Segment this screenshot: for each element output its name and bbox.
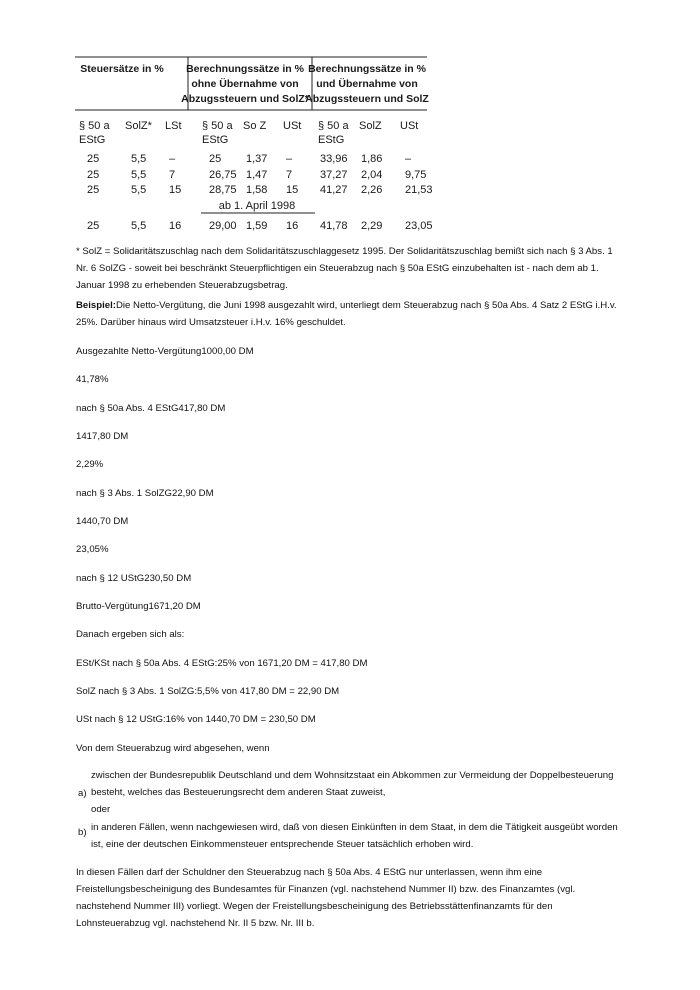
table-cell: 23,05 [405,220,433,232]
table-cell: 25 [87,153,100,165]
table-cell: 41,27 [320,184,348,196]
column-header: EStG [318,134,345,146]
table-cell: 9,75 [405,169,427,181]
table-cell: 15 [286,184,299,196]
table-cell: 1,37 [246,153,268,165]
column-header: § 50 a [318,120,349,132]
group-header: Berechnungssätze in % [186,63,304,75]
column-header: EStG [79,134,106,146]
column-header: USt [283,120,302,132]
column-header: SolZ [359,120,382,132]
example-paragraph [76,297,624,331]
table-cell: 25 [87,169,100,181]
table-cell: 7 [169,169,176,181]
table-cell: 5,5 [131,184,147,196]
group-header: Steuersätze in % [80,63,164,75]
calc-line: Von dem Steuerabzug wird abgesehen, wenn [76,743,270,754]
table-cell: 25 [87,220,100,232]
table-cell: 25 [87,184,100,196]
example-label: Beispiel: [76,300,116,311]
group-header: Berechnungssätze in % [308,63,426,75]
table-cell: 5,5 [131,220,147,232]
calc-line: 2,29% [76,459,104,470]
table-cell: – [405,153,412,165]
column-header: § 50 a [202,120,233,132]
table-cell: 21,53 [405,184,433,196]
table-cell: – [169,153,176,165]
calc-line: Ausgezahlte Netto-Vergütung1000,00 DM [76,346,254,357]
calc-line: USt nach § 12 UStG:16% von 1440,70 DM = 230,50 DM [76,714,316,725]
table-cell: 15 [169,184,182,196]
group-header: Abzugssteuern und SolZ* [181,93,309,105]
table-cell: 41,78 [320,220,348,232]
table-cell: 1,59 [246,220,268,232]
table-cell: 2,29 [361,220,383,232]
column-header: EStG [202,134,229,146]
list-item-label: a) [78,788,87,799]
calc-line: 23,05% [76,544,109,555]
calc-line: nach § 3 Abs. 1 SolZG22,90 DM [76,488,214,499]
table-cell: 1,86 [361,153,383,165]
column-header: LSt [165,120,182,132]
list-item-suffix: oder [91,804,111,815]
table-cell: – [286,153,293,165]
column-header: USt [400,120,419,132]
table-cell: 2,26 [361,184,383,196]
table-cell: 1,58 [246,184,268,196]
example-text: Die Netto-Vergütung, die Juni 1998 ausgezahlt wird, unterliegt dem Steuerabzug nach § 50a Abs. 4 Satz 2 EStG i.H.v. 25%. Darüber hinaus wird Umsatzsteuer i.H.v. 16% geschuldet. [76,300,617,328]
list-item-label: b) [78,827,87,838]
list-item [91,767,627,818]
table-cell: 5,5 [131,169,147,181]
group-header: und Übernahme von [316,78,418,90]
calc-line: 1440,70 DM [76,516,129,527]
group-header: Abzugssteuern und SolZ [305,93,429,105]
calc-line: nach § 12 UStG230,50 DM [76,573,192,584]
footnote: * SolZ = Solidaritätszuschlag nach dem Solidaritätszuschlaggesetz 1995. Der Solidaritätszuschlag bemißt sich nach § 3 Abs. 1 Nr. 6 SolZG - soweit bei beschränkt Steuerpflichtigen ein Steuerabzug nach § 50a EStG einzubehalten ist - nach dem ab 1. Januar 1998 zu erhebenden Steuerabzugsbetrag. [76,246,613,291]
group-header: ohne Übernahme von [191,78,299,90]
column-header: SolZ* [125,120,152,132]
column-header: So Z [243,120,267,132]
calc-line: 1417,80 DM [76,431,129,442]
tax-rate-table [75,56,433,236]
table-cell: 16 [169,220,182,232]
calc-line: Danach ergeben sich als: [76,629,185,640]
table-cell: 1,47 [246,169,268,181]
table-cell: 37,27 [320,169,348,181]
calc-line: Brutto-Vergütung1671,20 DM [76,601,201,612]
table-cell: 5,5 [131,153,147,165]
calc-line: nach § 50a Abs. 4 EStG417,80 DM [76,403,226,414]
calc-line: SolZ nach § 3 Abs. 1 SolZG:5,5% von 417,80 DM = 22,90 DM [76,686,340,697]
table-cell: 25 [209,153,222,165]
tax-rate-table-graphic [75,56,433,236]
table-cell: 16 [286,220,299,232]
table-cell: 7 [286,169,293,181]
table-divider-label: ab 1. April 1998 [218,200,296,212]
table-cell: 33,96 [320,153,348,165]
calc-line: 41,78% [76,374,109,385]
table-cell: 29,00 [209,220,237,232]
list-item-text: zwischen der Bundesrepublik Deutschland und dem Wohnsitzstaat ein Abkommen zur Vermeidung der Doppelbesteuerung besteht, welches das Besteuerungsrecht dem anderen Staat zuweist, [91,770,614,798]
calc-line: ESt/KSt nach § 50a Abs. 4 EStG:25% von 1671,20 DM = 417,80 DM [76,658,368,669]
table-cell: 28,75 [209,184,237,196]
table-cell: 2,04 [361,169,383,181]
closing-paragraph: In diesen Fällen darf der Schuldner den Steuerabzug nach § 50a Abs. 4 EStG nur unterlassen, wenn ihm eine Freistellungsbescheinigung des Bundesamtes für Finanzen (vgl. nachstehend Nummer II) bzw. des Finanzamtes (vgl. nachstehend Nummer III) vorliegt. Wegen der Freistellungsbescheinigung des Betriebsstättenfinanzamts für den Lohnsteuerabzug vgl. nachstehend Nr. II 5 bzw. Nr. III b. [76,867,576,929]
column-header: § 50 a [79,120,110,132]
list-item: in anderen Fällen, wenn nachgewiesen wird, daß von diesen Einkünften in dem Staat, in dem die Tätigkeit ausgeübt worden ist, eine der deutschen Einkommensteuer entsprechende Steuer tatsächlich erhoben wird. [91,822,618,850]
table-cell: 26,75 [209,169,237,181]
